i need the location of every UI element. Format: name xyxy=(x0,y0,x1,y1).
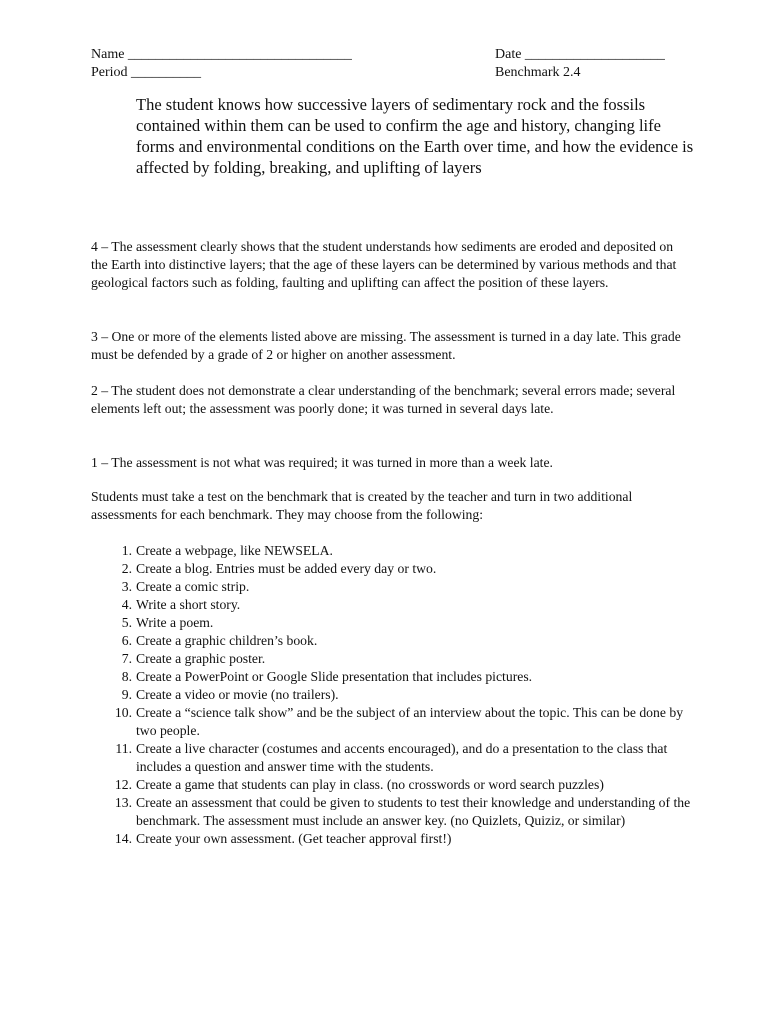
list-item xyxy=(91,794,691,830)
list-item-text: Create a “science talk show” and be the subject of an interview about the topic. This can be done by two people. xyxy=(136,705,684,738)
list-item-number: 6. xyxy=(121,633,132,648)
list-item-text: Create a comic strip. xyxy=(136,579,250,594)
list-item-number: 12. xyxy=(114,777,132,792)
list-item xyxy=(91,704,691,740)
list-item-number: 3. xyxy=(121,579,132,594)
list-item-text: Create a video or movie (no trailers). xyxy=(136,687,339,702)
name-field-label: Name ________________________________ xyxy=(91,47,352,62)
list-item-text: Create a PowerPoint or Google Slide presentation that includes pictures. xyxy=(136,669,533,684)
list-item-number: 4. xyxy=(121,597,132,612)
list-item-number: 9. xyxy=(121,687,132,702)
list-item-number: 8. xyxy=(121,669,132,684)
list-item-text: Create a game that students can play in class. (no crosswords or word search puzzles) xyxy=(136,777,604,792)
benchmark-standard: The student knows how successive layers of sedimentary rock and the fossils contained within them can be used to confirm the age and history, changing life forms and environmental conditions on the Earth over time, and how the evidence is affected by folding, breaking, and uplifting of layers xyxy=(136,95,694,177)
list-item xyxy=(91,596,691,614)
list-item-text: Create an assessment that could be given to students to test their knowledge and understanding of the benchmark. The assessment must include an answer key. (no Quizlets, Quiziz, or similar) xyxy=(136,795,691,828)
assessment-instructions: Students must take a test on the benchmark that is created by the teacher and turn in two additional assessments for each benchmark. They may choose from the following: xyxy=(91,489,633,522)
list-item xyxy=(91,632,691,650)
rubric-score-4: 4 – The assessment clearly shows that the student understands how sediments are eroded and deposited on the Earth into distinctive layers; that the age of these layers can be determined by various methods and that geological factors such as folding, faulting and uplifting can affect the position of these layers. xyxy=(91,239,677,290)
list-item xyxy=(91,614,691,632)
list-item-text: Create a graphic poster. xyxy=(136,651,266,666)
list-item-number: 7. xyxy=(121,651,132,666)
list-item-number: 10. xyxy=(114,705,132,720)
list-item xyxy=(91,560,691,578)
list-item xyxy=(91,578,691,596)
list-item-number: 5. xyxy=(121,615,132,630)
list-item-text: Create a webpage, like NEWSELA. xyxy=(136,543,333,558)
rubric-score-3: 3 – One or more of the elements listed above are missing. The assessment is turned in a day late. This grade must be defended by a grade of 2 or higher on another assessment. xyxy=(91,329,681,362)
list-item xyxy=(91,542,691,560)
rubric-score-2: 2 – The student does not demonstrate a clear understanding of the benchmark; several errors made; several elements left out; the assessment was poorly done; it was turned in several days late. xyxy=(91,383,676,416)
list-item-text: Create your own assessment. (Get teacher approval first!) xyxy=(136,831,452,846)
list-item-text: Create a blog. Entries must be added every day or two. xyxy=(136,561,437,576)
rubric-score-1: 1 – The assessment is not what was required; it was turned in more than a week late. xyxy=(91,455,553,470)
list-item-text: Create a live character (costumes and accents encouraged), and do a presentation to the class that includes a question and answer time with the students. xyxy=(136,741,668,774)
list-item xyxy=(91,668,691,686)
benchmark-label: Benchmark 2.4 xyxy=(495,65,581,80)
list-item xyxy=(91,830,691,848)
list-item xyxy=(91,776,691,794)
list-item-number: 11. xyxy=(115,741,132,756)
date-field-label: Date ____________________ xyxy=(495,47,665,62)
list-item xyxy=(91,686,691,704)
list-item-number: 14. xyxy=(114,831,132,846)
list-item-text: Write a poem. xyxy=(136,615,214,630)
period-field-label: Period __________ xyxy=(91,65,202,80)
assessment-options-list xyxy=(91,542,691,848)
list-item-number: 2. xyxy=(121,561,132,576)
list-item-text: Create a graphic children’s book. xyxy=(136,633,318,648)
list-item-number: 13. xyxy=(114,795,132,810)
list-item xyxy=(91,650,691,668)
list-item-number: 1. xyxy=(121,543,132,558)
list-item xyxy=(91,740,691,776)
list-item-text: Write a short story. xyxy=(136,597,241,612)
